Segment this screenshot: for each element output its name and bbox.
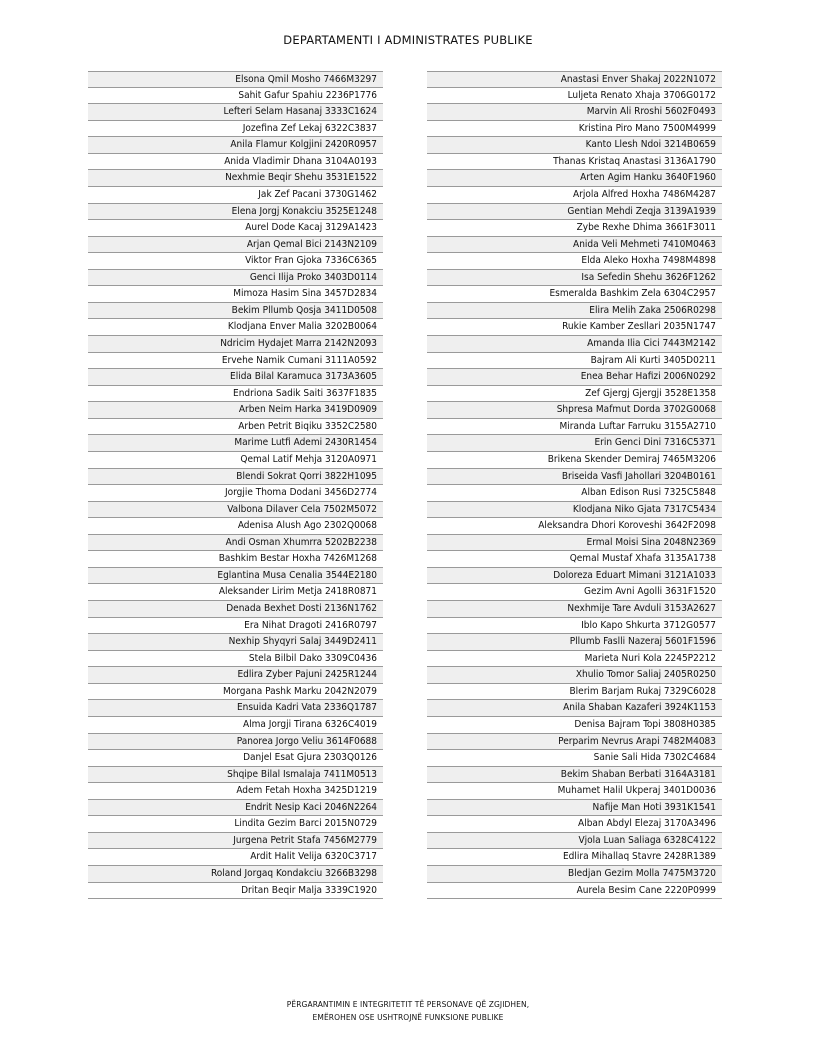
list-item: Nexhmije Tare Avduli 3153A2627 [427, 601, 722, 618]
list-item: Elena Jorgj Konakciu 3525E1248 [88, 204, 383, 221]
list-item: Blendi Sokrat Qorri 3822H1095 [88, 469, 383, 486]
list-item: Qemal Mustaf Xhafa 3135A1738 [427, 551, 722, 568]
list-item: Nexhip Shyqyri Salaj 3449D2411 [88, 634, 383, 651]
list-item: Panorea Jorgo Veliu 3614F0688 [88, 734, 383, 751]
list-item: Elira Melih Zaka 2506R0298 [427, 303, 722, 320]
list-item: Nafije Man Hoti 3931K1541 [427, 800, 722, 817]
list-item: Arjan Qemal Bici 2143N2109 [88, 237, 383, 254]
list-item: Arben Petrit Biqiku 3352C2580 [88, 419, 383, 436]
list-item: Valbona Dilaver Cela 7502M5072 [88, 502, 383, 519]
list-item: Miranda Luftar Farruku 3155A2710 [427, 419, 722, 436]
list-item: Shpresa Mafmut Dorda 3702G0068 [427, 402, 722, 419]
list-item: Danjel Esat Gjura 2303Q0126 [88, 750, 383, 767]
list-item: Kanto Llesh Ndoi 3214B0659 [427, 137, 722, 154]
list-item: Elsona Qmil Mosho 7466M3297 [88, 71, 383, 88]
list-item: Ensuida Kadri Vata 2336Q1787 [88, 700, 383, 717]
list-item: Stela Bilbil Dako 3309C0436 [88, 651, 383, 668]
list-item: Edlira Zyber Pajuni 2425R1244 [88, 667, 383, 684]
list-item: Gentian Mehdi Zeqja 3139A1939 [427, 204, 722, 221]
list-item: Roland Jorgaq Kondakciu 3266B3298 [88, 866, 383, 883]
list-item: Doloreza Eduart Mimani 3121A1033 [427, 568, 722, 585]
list-item: Blerim Barjam Rukaj 7329C6028 [427, 684, 722, 701]
list-item: Endriona Sadik Saiti 3637F1835 [88, 386, 383, 403]
list-item: Sahit Gafur Spahiu 2236P1776 [88, 88, 383, 105]
list-item: Zybe Rexhe Dhima 3661F3011 [427, 220, 722, 237]
list-item: Bashkim Bestar Hoxha 7426M1268 [88, 551, 383, 568]
list-item: Perparim Nevrus Arapi 7482M4083 [427, 734, 722, 751]
list-item: Edlira Mihallaq Stavre 2428R1389 [427, 849, 722, 866]
list-item: Adem Fetah Hoxha 3425D1219 [88, 783, 383, 800]
list-item: Gezim Avni Agolli 3631F1520 [427, 584, 722, 601]
list-item: Thanas Kristaq Anastasi 3136A1790 [427, 154, 722, 171]
left-name-list [88, 71, 383, 899]
list-item: Jozefina Zef Lekaj 6322C3837 [88, 121, 383, 138]
list-item: Enea Behar Hafizi 2006N0292 [427, 369, 722, 386]
list-item: Anila Flamur Kolgjini 2420R0957 [88, 137, 383, 154]
list-item: Xhulio Tomor Saliaj 2405R0250 [427, 667, 722, 684]
page-title: DEPARTAMENTI I ADMINISTRATES PUBLIKE [283, 33, 533, 47]
list-item: Klodjana Niko Gjata 7317C5434 [427, 502, 722, 519]
list-item: Aleksander Lirim Metja 2418R0871 [88, 584, 383, 601]
list-item: Zef Gjergj Gjergji 3528E1358 [427, 386, 722, 403]
list-item: Anida Veli Mehmeti 7410M0463 [427, 237, 722, 254]
list-item: Morgana Pashk Marku 2042N2079 [88, 684, 383, 701]
list-item: Eglantina Musa Cenalia 3544E2180 [88, 568, 383, 585]
list-item: Aurel Dode Kacaj 3129A1423 [88, 220, 383, 237]
list-item: Arjola Alfred Hoxha 7486M4287 [427, 187, 722, 204]
list-item: Klodjana Enver Malia 3202B0064 [88, 319, 383, 336]
list-item: Marime Lutfi Ademi 2430R1454 [88, 435, 383, 452]
list-item: Lindita Gezim Barci 2015N0729 [88, 816, 383, 833]
list-item: Denisa Bajram Topi 3808H0385 [427, 717, 722, 734]
list-item: Bekim Pllumb Qosja 3411D0508 [88, 303, 383, 320]
list-item: Pllumb Faslli Nazeraj 5601F1596 [427, 634, 722, 651]
list-item: Shqipe Bilal Ismalaja 7411M0513 [88, 767, 383, 784]
list-item: Ardit Halit Velija 6320C3717 [88, 849, 383, 866]
list-item: Muhamet Halil Ukperaj 3401D0036 [427, 783, 722, 800]
list-item: Alma Jorgji Tirana 6326C4019 [88, 717, 383, 734]
list-item: Era Nihat Dragoti 2416R0797 [88, 618, 383, 635]
list-item: Kristina Piro Mano 7500M4999 [427, 121, 722, 138]
list-item: Anastasi Enver Shakaj 2022N1072 [427, 71, 722, 88]
list-item: Lefteri Selam Hasanaj 3333C1624 [88, 104, 383, 121]
list-item: Ndricim Hydajet Marra 2142N2093 [88, 336, 383, 353]
list-item: Sanie Sali Hida 7302C4684 [427, 750, 722, 767]
list-item: Jurgena Petrit Stafa 7456M2779 [88, 833, 383, 850]
list-item: Ermal Moisi Sina 2048N2369 [427, 535, 722, 552]
list-item: Bajram Ali Kurti 3405D0211 [427, 353, 722, 370]
list-item: Elda Aleko Hoxha 7498M4898 [427, 253, 722, 270]
list-item: Jorgjie Thoma Dodani 3456D2774 [88, 485, 383, 502]
list-item: Iblo Kapo Shkurta 3712G0577 [427, 618, 722, 635]
list-item: Arten Agim Hanku 3640F1960 [427, 170, 722, 187]
list-item: Ervehe Namik Cumani 3111A0592 [88, 353, 383, 370]
list-item: Anida Vladimir Dhana 3104A0193 [88, 154, 383, 171]
footer-line-1: PËRGARANTIMIN E INTEGRITETIT TË PERSONAVE QË ZGJIDHEN, [286, 1000, 530, 1009]
page-footer [0, 998, 816, 1024]
list-item: Nexhmie Beqir Shehu 3531E1522 [88, 170, 383, 187]
list-item: Adenisa Alush Ago 2302Q0068 [88, 518, 383, 535]
list-item: Isa Sefedin Shehu 3626F1262 [427, 270, 722, 287]
list-item: Briseida Vasfi Jahollari 3204B0161 [427, 469, 722, 486]
list-item: Amanda Ilia Cici 7443M2142 [427, 336, 722, 353]
list-item: Denada Bexhet Dosti 2136N1762 [88, 601, 383, 618]
list-item: Viktor Fran Gjoka 7336C6365 [88, 253, 383, 270]
list-item: Esmeralda Bashkim Zela 6304C2957 [427, 286, 722, 303]
list-item: Erin Genci Dini 7316C5371 [427, 435, 722, 452]
list-item: Aurela Besim Cane 2220P0999 [427, 883, 722, 900]
list-item: Bledjan Gezim Molla 7475M3720 [427, 866, 722, 883]
list-item: Arben Neim Harka 3419D0909 [88, 402, 383, 419]
list-item: Jak Zef Pacani 3730G1462 [88, 187, 383, 204]
list-item: Anila Shaban Kazaferi 3924K1153 [427, 700, 722, 717]
list-item: Mimoza Hasim Sina 3457D2834 [88, 286, 383, 303]
list-item: Luljeta Renato Xhaja 3706G0172 [427, 88, 722, 105]
list-item: Genci Ilija Proko 3403D0114 [88, 270, 383, 287]
list-item: Elida Bilal Karamuca 3173A3605 [88, 369, 383, 386]
list-item: Aleksandra Dhori Koroveshi 3642F2098 [427, 518, 722, 535]
list-item: Alban Abdyl Elezaj 3170A3496 [427, 816, 722, 833]
right-name-list [427, 71, 722, 899]
list-item: Vjola Luan Saliaga 6328C4122 [427, 833, 722, 850]
list-item: Marvin Ali Rroshi 5602F0493 [427, 104, 722, 121]
list-item: Dritan Beqir Malja 3339C1920 [88, 883, 383, 900]
footer-line-2: EMËROHEN OSE USHTROJNË FUNKSIONE PUBLIKE [312, 1013, 504, 1022]
list-item: Rukie Kamber Zesllari 2035N1747 [427, 319, 722, 336]
list-item: Marieta Nuri Kola 2245P2212 [427, 651, 722, 668]
list-item: Brikena Skender Demiraj 7465M3206 [427, 452, 722, 469]
list-item: Andi Osman Xhumrra 5202B2238 [88, 535, 383, 552]
list-item: Bekim Shaban Berbati 3164A3181 [427, 767, 722, 784]
list-item: Qemal Latif Mehja 3120A0971 [88, 452, 383, 469]
list-item: Endrit Nesip Kaci 2046N2264 [88, 800, 383, 817]
list-item: Alban Edison Rusi 7325C5848 [427, 485, 722, 502]
